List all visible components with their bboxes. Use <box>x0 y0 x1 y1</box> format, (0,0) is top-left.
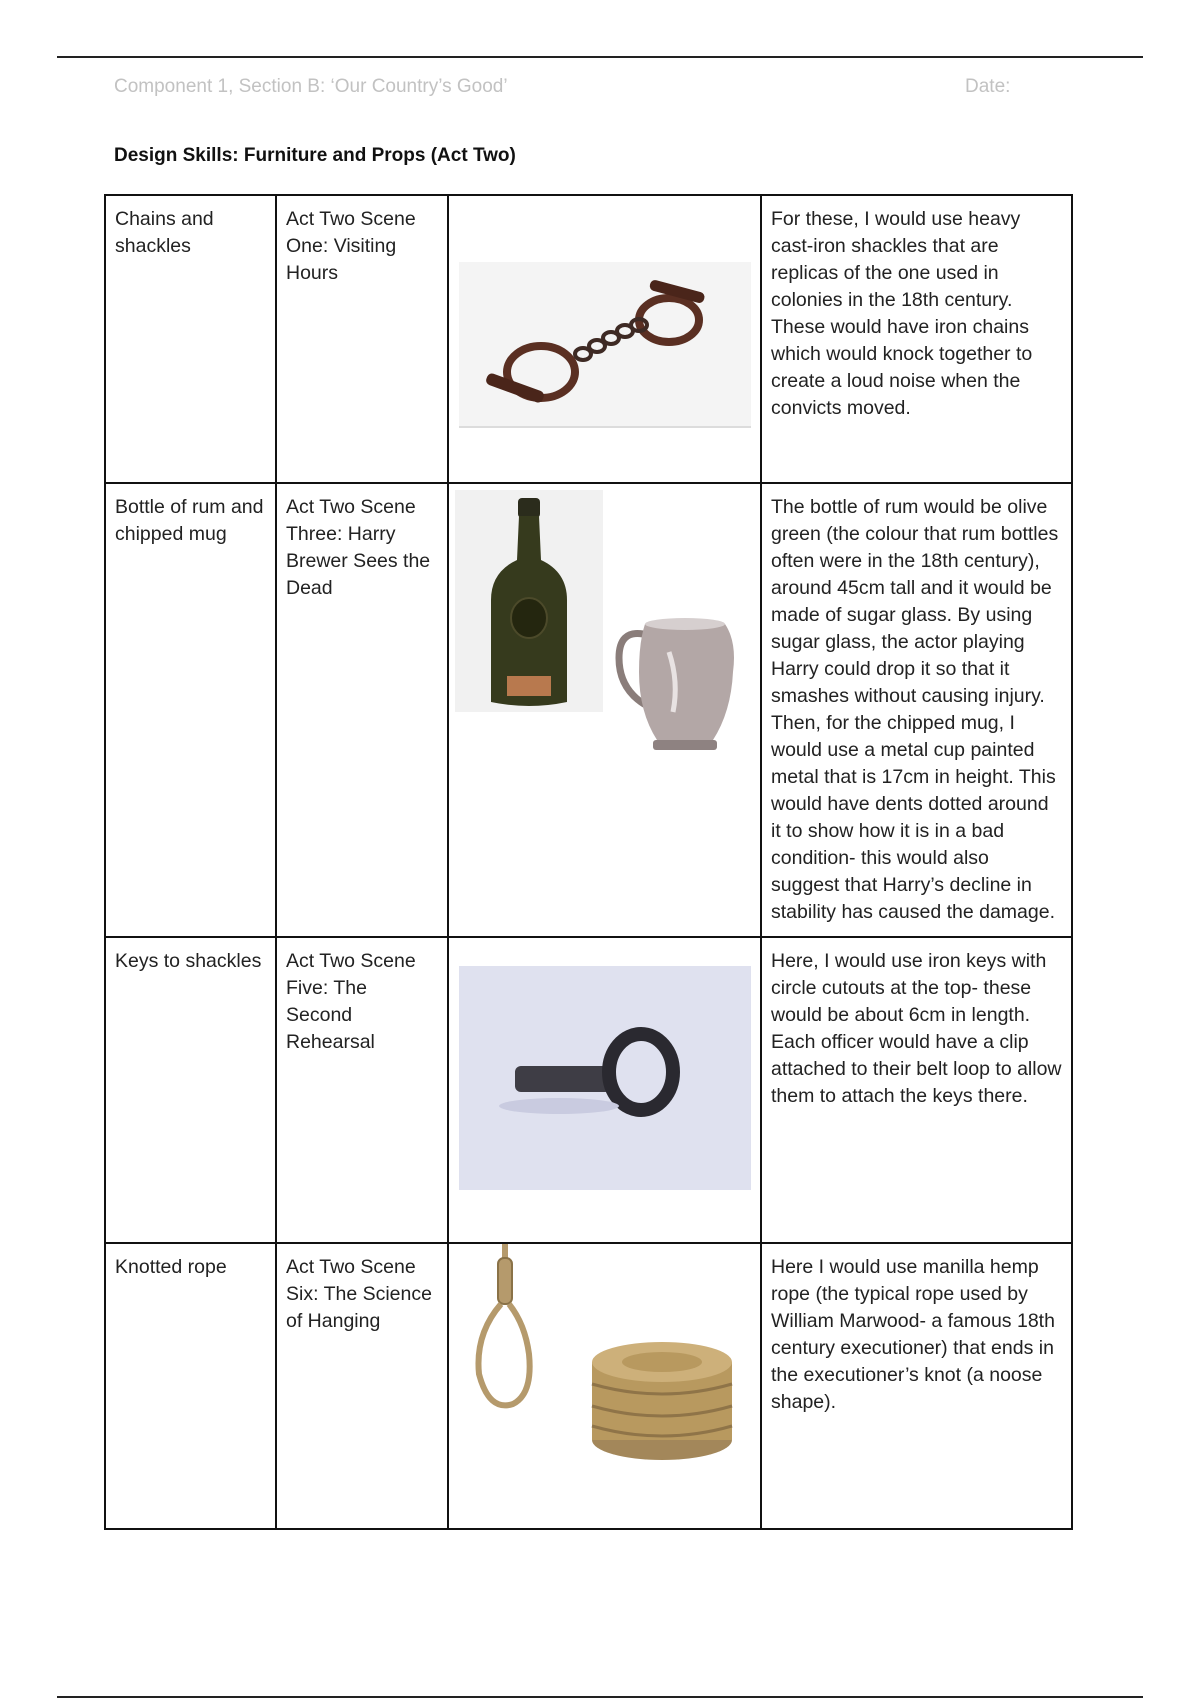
description-cell: Here, I would use iron keys with circle cutouts at the top- these would be about 6cm in length. Each officer would have a clip attached to their belt loop to allow them to attach the keys there. <box>761 937 1072 1243</box>
header-date-label: Date: <box>965 76 1011 97</box>
footer-rule <box>57 1696 1143 1698</box>
item-cell: Knotted rope <box>105 1243 276 1529</box>
rum-bottle-photo <box>455 490 603 712</box>
scene-cell: Act Two Scene Five: The Second Rehearsal <box>276 937 448 1243</box>
image-cell <box>448 1243 761 1529</box>
item-cell: Bottle of rum and chipped mug <box>105 483 276 937</box>
table-row <box>105 483 1072 937</box>
header-rule <box>57 56 1143 58</box>
scene-cell: Act Two Scene Three: Harry Brewer Sees the Dead <box>276 483 448 937</box>
page-title: Design Skills: Furniture and Props (Act Two) <box>114 145 516 166</box>
item-cell: Chains and shackles <box>105 195 276 483</box>
table-row <box>105 1243 1072 1529</box>
props-table <box>104 194 1073 1530</box>
shackles-photo <box>459 262 751 428</box>
table-row <box>105 195 1072 483</box>
description-cell: For these, I would use heavy cast-iron shackles that are replicas of the one used in colonies in the 18th century. These would have iron chains which would knock together to create a loud noise when the convicts moved. <box>761 195 1072 483</box>
description-cell: The bottle of rum would be olive green (the colour that rum bottles often were in the 18th century), around 45cm tall and it would be made of sugar glass. By using sugar glass, the actor playing Harry could drop it so that it smashes without causing injury. Then, for the chipped mug, I would use a metal cup painted metal that is 17cm in height. This would have dents dotted around it to show how it is in a bad condition- this would also suggest that Harry’s decline in stability has caused the damage. <box>761 483 1072 937</box>
image-cell <box>448 195 761 483</box>
noose-photo <box>469 1244 565 1424</box>
scene-cell: Act Two Scene Six: The Science of Hanging <box>276 1243 448 1529</box>
scene-cell: Act Two Scene One: Visiting Hours <box>276 195 448 483</box>
image-cell <box>448 483 761 937</box>
coiled-rope-photo <box>579 1326 745 1466</box>
iron-key-photo <box>459 966 751 1190</box>
image-cell <box>448 937 761 1243</box>
chipped-mug-photo <box>609 612 751 760</box>
description-cell: Here I would use manilla hemp rope (the typical rope used by William Marwood- a famous 18th century executioner) that ends in the executioner’s knot (a noose shape). <box>761 1243 1072 1529</box>
table-row <box>105 937 1072 1243</box>
item-cell: Keys to shackles <box>105 937 276 1243</box>
header-component-label: Component 1, Section B: ‘Our Country’s Good’ <box>114 76 508 97</box>
